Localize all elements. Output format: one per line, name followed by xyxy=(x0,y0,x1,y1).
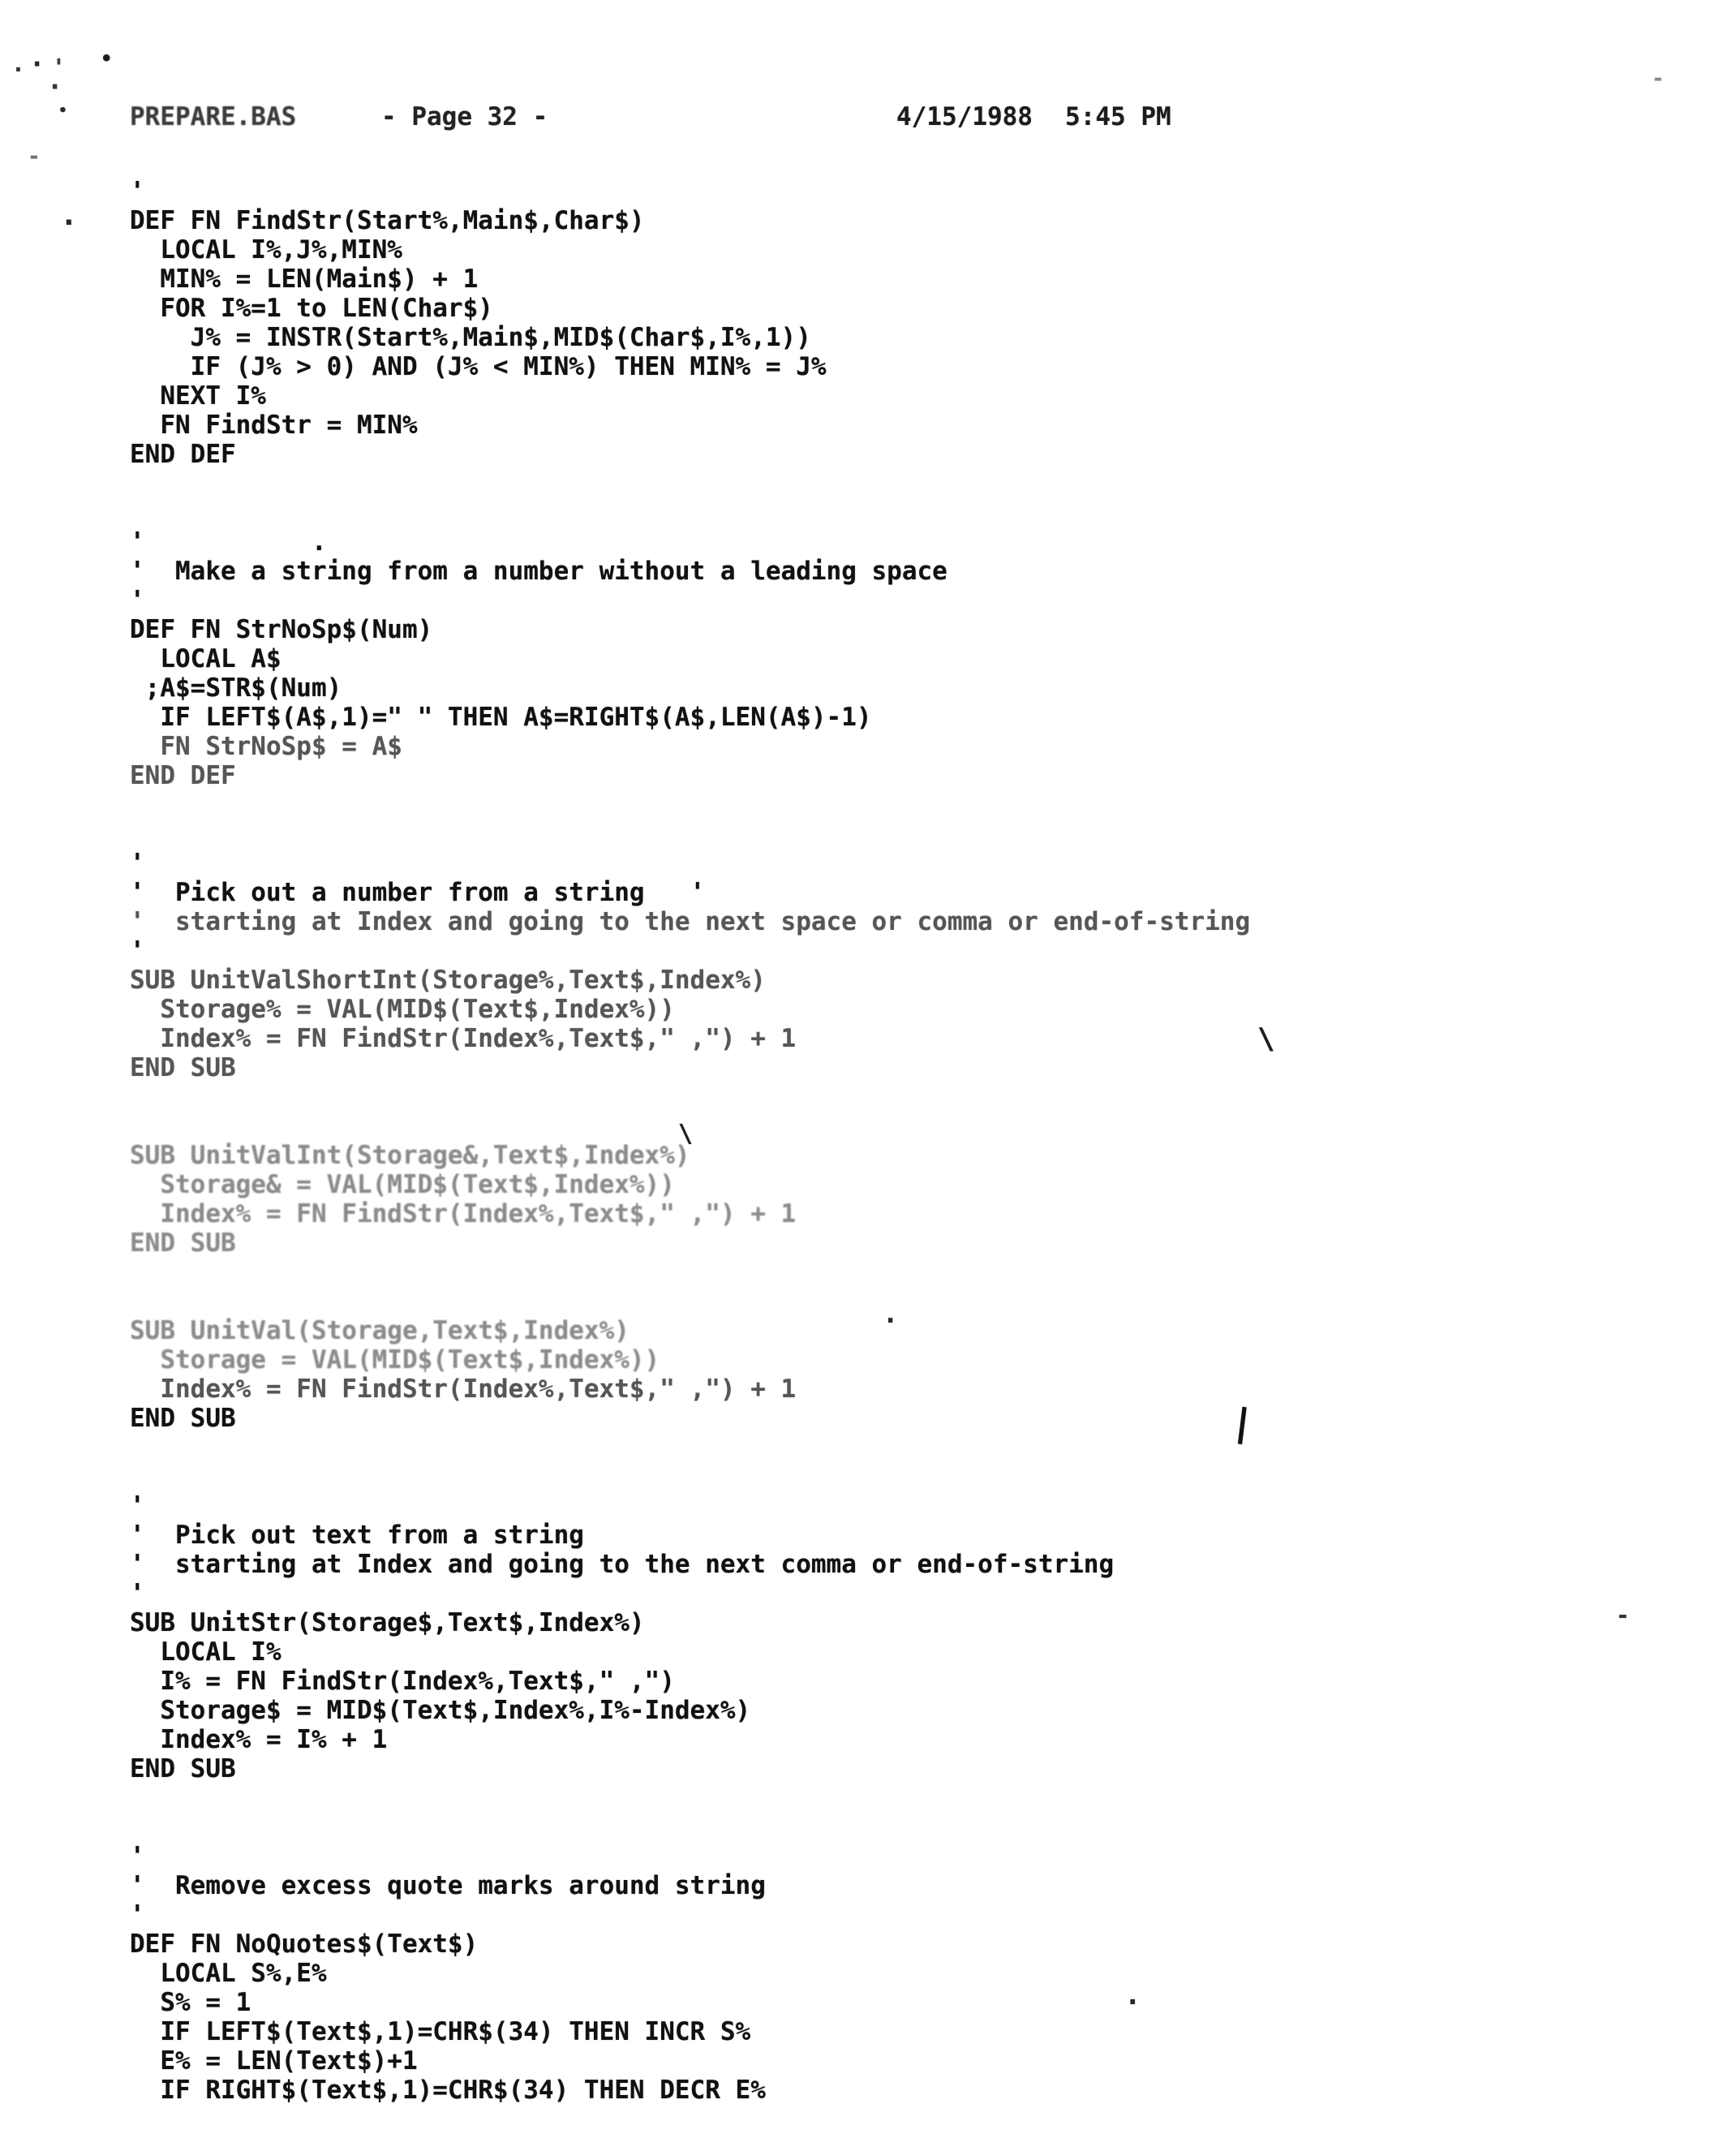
code-line: LOCAL I% xyxy=(130,1637,281,1667)
code-line xyxy=(130,469,1687,498)
code-line: LOCAL A$ xyxy=(130,644,281,673)
scan-speck: • xyxy=(101,47,113,70)
code-line: Storage$ = MID$(Text$,Index%,I%-Index%) xyxy=(130,1696,751,1725)
code-line xyxy=(130,1287,1687,1316)
scan-speck: • xyxy=(58,102,67,119)
code-line: Index% = FN FindStr(Index%,Text$," ,") + 1 xyxy=(130,1375,797,1404)
code-line: END DEF xyxy=(130,761,236,790)
code-line: ' xyxy=(130,1579,145,1608)
code-line xyxy=(130,1082,1687,1112)
scan-speck: - xyxy=(1616,1602,1630,1628)
print-time: 5:45 PM xyxy=(1065,102,1171,131)
code-line: DEF FN StrNoSp$(Num) xyxy=(130,615,433,644)
file-name: PREPARE.BAS xyxy=(130,102,297,131)
code-line: Storage = VAL(MID$(Text$,Index%)) xyxy=(130,1345,660,1375)
scan-speck: \ xyxy=(678,1120,694,1148)
code-line: ;A$=STR$(Num) xyxy=(130,673,342,703)
code-line: ' xyxy=(130,849,145,878)
code-line: SUB UnitValInt(Storage&,Text$,Index%) xyxy=(130,1141,690,1170)
code-line: SUB UnitVal(Storage,Text$,Index%) xyxy=(130,1316,630,1345)
code-line: END DEF xyxy=(130,440,236,469)
code-line: ' Pick out text from a string xyxy=(130,1521,584,1550)
print-date: 4/15/1988 xyxy=(896,102,1033,131)
scan-speck: · xyxy=(29,49,45,80)
code-line: Index% = I% + 1 xyxy=(130,1725,388,1754)
code-line: DEF FN NoQuotes$(Text$) xyxy=(130,1930,479,1959)
code-line xyxy=(130,1783,1687,1813)
code-line: SUB UnitValShortInt(Storage%,Text$,Index%) xyxy=(130,966,766,995)
code-line: ' . xyxy=(130,527,327,557)
code-line: ' starting at Index and going to the next comma or end-of-string xyxy=(130,1550,1115,1579)
code-line: ' xyxy=(130,177,145,206)
code-line: IF (J% > 0) AND (J% < MIN%) THEN MIN% = J% xyxy=(130,352,827,381)
code-line: END SUB xyxy=(130,1053,236,1082)
code-line: J% = INSTR(Start%,Main$,MID$(Char$,I%,1)) xyxy=(130,323,811,352)
code-line: IF LEFT$(Text$,1)=CHR$(34) THEN INCR S% xyxy=(130,2017,751,2046)
code-line: LOCAL I%,J%,MIN% xyxy=(130,235,402,265)
code-line xyxy=(130,1462,1687,1491)
code-line: S% = 1 xyxy=(130,1988,251,2017)
code-line: NEXT I% xyxy=(130,381,266,411)
code-line: FN FindStr = MIN% xyxy=(130,411,418,440)
code-line: ' xyxy=(130,1842,145,1871)
code-line: END SUB xyxy=(130,1404,236,1433)
scan-speck: \ xyxy=(1257,1022,1275,1056)
scan-speck: · xyxy=(1124,1986,1141,2019)
scan-speck: . xyxy=(11,50,25,77)
code-line: ' xyxy=(130,586,145,615)
code-line: ' xyxy=(130,1900,145,1930)
code-line xyxy=(130,790,1687,820)
scan-speck: - xyxy=(1652,67,1665,91)
scan-speck: | xyxy=(1228,1399,1257,1446)
code-line: END SUB xyxy=(130,1228,236,1258)
code-line: ' xyxy=(130,1491,145,1521)
page-header xyxy=(0,102,1736,135)
code-line: ' Pick out a number from a string ' xyxy=(130,878,706,907)
code-line: ' xyxy=(130,936,145,966)
code-line: Index% = FN FindStr(Index%,Text$," ,") + 1 xyxy=(130,1024,797,1053)
code-line: E% = LEN(Text$)+1 xyxy=(130,2046,418,2076)
code-line: END SUB xyxy=(130,1754,236,1783)
code-line xyxy=(130,498,1687,527)
scan-speck: . xyxy=(883,1298,899,1329)
code-line: Index% = FN FindStr(Index%,Text$," ,") + 1 xyxy=(130,1199,797,1228)
code-line xyxy=(130,1813,1687,1842)
code-line xyxy=(130,1112,1687,1141)
code-line: FOR I%=1 to LEN(Char$) xyxy=(130,294,493,323)
scan-speck: · xyxy=(47,71,63,102)
code-line: ' starting at Index and going to the next space or comma or end-of-string xyxy=(130,907,1251,936)
code-line xyxy=(130,1433,1687,1462)
code-line: FN StrNoSp$ = A$ xyxy=(130,732,402,761)
scan-speck: - xyxy=(28,144,41,169)
page-number-label: - Page 32 - xyxy=(381,102,548,131)
code-line xyxy=(130,1258,1687,1287)
code-line: ' Remove excess quote marks around string xyxy=(130,1871,766,1900)
code-line: IF RIGHT$(Text$,1)=CHR$(34) THEN DECR E% xyxy=(130,2076,766,2105)
code-line: I% = FN FindStr(Index%,Text$," ,") xyxy=(130,1667,675,1696)
code-line: Storage& = VAL(MID$(Text$,Index%)) xyxy=(130,1170,675,1199)
scan-speck: ' xyxy=(52,54,66,80)
code-line: SUB UnitStr(Storage$,Text$,Index%) xyxy=(130,1608,645,1637)
code-line xyxy=(130,820,1687,849)
code-line: MIN% = LEN(Main$) + 1 xyxy=(130,265,479,294)
scan-speck: · xyxy=(60,206,78,239)
code-line: LOCAL S%,E% xyxy=(130,1959,327,1988)
code-line: IF LEFT$(A$,1)=" " THEN A$=RIGHT$(A$,LEN(A$)-1) xyxy=(130,703,872,732)
code-line: DEF FN FindStr(Start%,Main$,Char$) xyxy=(130,206,645,235)
code-line: Storage% = VAL(MID$(Text$,Index%)) xyxy=(130,995,675,1024)
code-listing xyxy=(130,177,1687,2105)
code-line: ' Make a string from a number without a leading space xyxy=(130,557,947,586)
